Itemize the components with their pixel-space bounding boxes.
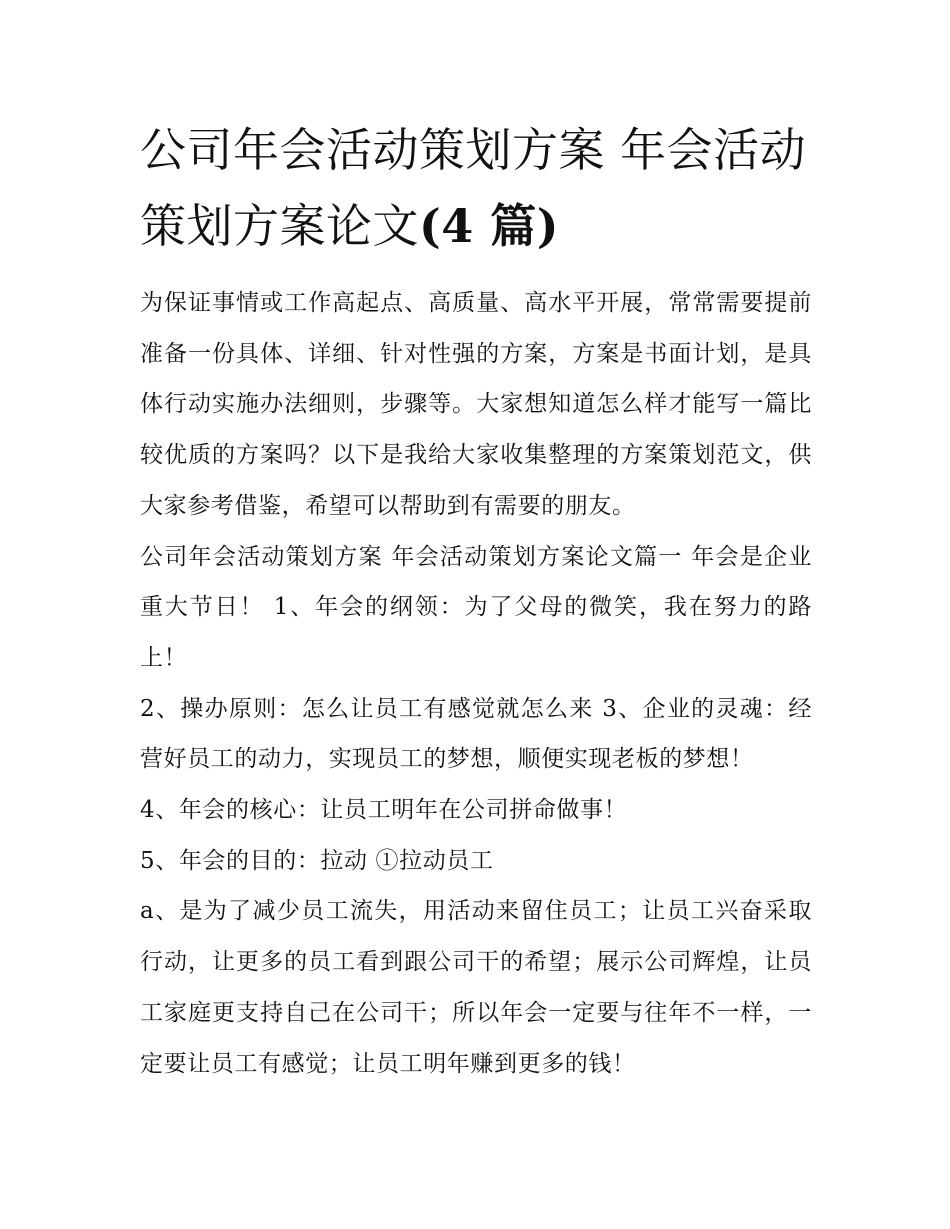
paragraph-purpose-a: a、是为了减少员工流失，用活动来留住员工；让员工兴奋采取行动，让更多的员工看到跟公司干的希望；展示公司辉煌，让员工家庭更支持自己在公司干；所以年会一定要与往年不一样，一定要让员工有感觉；让员工明年赚到更多的钱！ xyxy=(140,898,812,1077)
title-count-suffix: (4 篇) xyxy=(419,199,560,253)
document-body xyxy=(140,278,812,1089)
document-page xyxy=(140,112,812,1089)
paragraph-section-one: 公司年会活动策划方案 年会活动策划方案论文篇一 年会是企业重大节日！ 1、年会的纲领：为了父母的微笑，我在努力的路上！ xyxy=(140,543,812,671)
paragraph-core: 4、年会的核心：让员工明年在公司拼命做事！ xyxy=(140,797,628,824)
document-title: 公司年会活动策划方案 年会活动策划方案论文(4 篇) xyxy=(140,123,807,253)
paragraph-principle: 2、操办原则：怎么让员工有感觉就怎么来 3、企业的灵魂：经营好员工的动力，实现员工的梦想，顺便实现老板的梦想！ xyxy=(140,695,812,773)
paragraph-purpose: 5、年会的目的：拉动 ①拉动员工 xyxy=(140,847,494,874)
paragraph-intro: 为保证事情或工作高起点、高质量、高水平开展，常常需要提前准备一份具体、详细、针对性强的方案，方案是书面计划，是具体行动实施办法细则，步骤等。大家想知道怎么样才能写一篇比较优质的方案吗？以下是我给大家收集整理的方案策划范文，供大家参考借鉴，希望可以帮助到有需要的朋友。 xyxy=(140,290,812,519)
